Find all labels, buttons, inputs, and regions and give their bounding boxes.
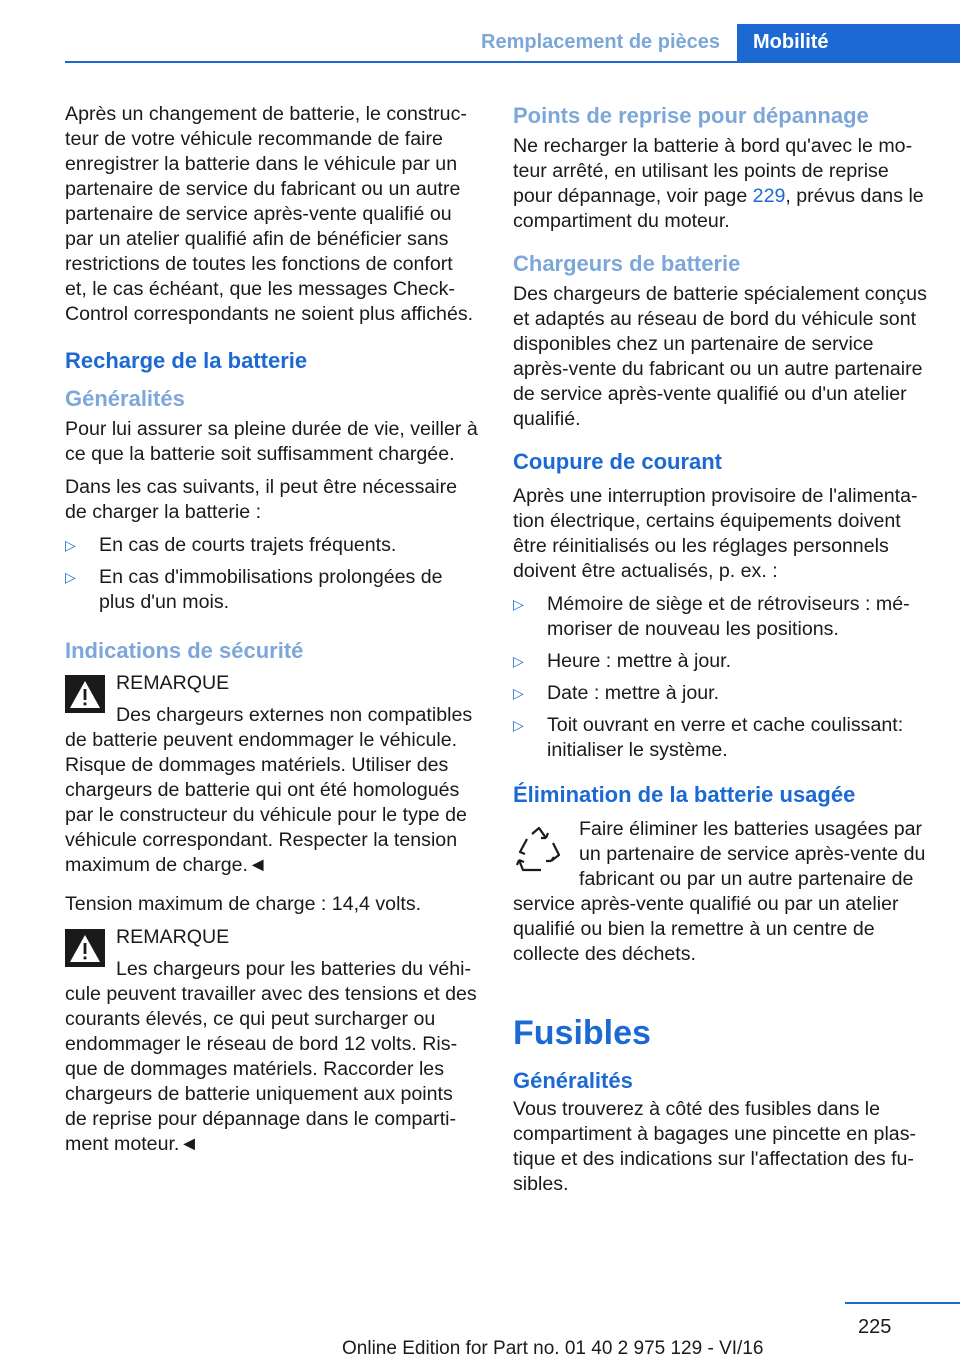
right-column: [513, 102, 931, 1205]
list-item: ▷ Date : mettre à jour.: [513, 682, 720, 704]
left-column: [65, 102, 478, 1165]
triangle-right-icon: ▷: [513, 717, 524, 733]
warning-note-2-label: REMARQUE: [116, 926, 230, 948]
warning-triangle-icon: [65, 675, 105, 713]
warning-note-1: [65, 671, 478, 878]
general-heading: Généralités: [65, 386, 185, 411]
power-cut-bullet-list: [513, 592, 931, 763]
fuses-general-heading: Généralités: [513, 1068, 633, 1093]
battery-registration-paragraph: Après un changement de batterie, le constructeur de votre véhicule recommande de faire enregistrer la batterie dans le véhicule par un partenaire de service du fabricant ou un autre partenaire de service après-vente qualifié ou par un atelier qualifié afin de bénéficier sans restrictions de toutes les fonctions de confort et, le cas échéant, que les messages Check-Control correspondants ne soient plus affichés.: [65, 103, 474, 325]
triangle-right-icon: ▷: [513, 685, 524, 701]
list-item: ▷ Toit ouvrant en verre et cache coulissant: initialiser le système.: [513, 714, 904, 761]
header-rule: [65, 61, 960, 63]
page-number-rule: [845, 1302, 960, 1304]
general-paragraph-1: Pour lui assurer sa pleine durée de vie, veiller à ce que la batterie soit suffisamment chargée.: [65, 418, 478, 465]
page-number: 225: [858, 1316, 892, 1338]
power-cut-paragraph: Après une interruption provisoire de l'alimentation électrique, certains équipements doivent être réinitialisés ou les réglages personnels doivent être actualisés, p. ex. :: [513, 485, 918, 582]
warning-triangle-icon: [65, 929, 105, 967]
recycle-icon: [513, 825, 565, 877]
fuses-paragraph: Vous trouverez à côté des fusibles dans le compartiment à bagages une pincette en plastique et des indications sur l'affectation des fusibles.: [513, 1098, 917, 1195]
triangle-right-icon: ▷: [513, 653, 524, 669]
warning-note-2: [65, 925, 478, 1157]
header-section-tab: Remplacement de pièces: [481, 31, 720, 53]
warning-note-1-label: REMARQUE: [116, 672, 230, 694]
recharge-heading: Recharge de la batterie: [65, 348, 308, 373]
general-bullet-list: [65, 533, 478, 615]
fuses-title: Fusibles: [513, 1014, 651, 1052]
jump-points-heading: Points de reprise pour dépannage: [513, 103, 869, 128]
safety-heading: Indications de sécurité: [65, 638, 304, 663]
disposal-text: Faire éliminer les batteries usagées par un partenaire de service après-vente du fabricant ou par un autre partenaire de service après-vente qualifié ou par un atelier qualifié ou bien la remettre à un centre de collecte des déchets.: [513, 818, 926, 965]
general-paragraph-2: Dans les cas suivants, il peut être nécessaire de charger la batterie :: [65, 476, 458, 523]
disposal-note: [513, 817, 931, 967]
page-link-229[interactable]: 229: [752, 185, 786, 207]
chargers-paragraph: Des chargeurs de batterie spécialement conçus et adaptés au réseau de bord du véhicule sont disponibles chez un partenaire de service après-vente du fabricant ou un autre partenaire de service après-vente qualifié ou d'un atelier qualifié.: [513, 283, 927, 430]
warning-note-1-text: Des chargeurs externes non compatibles de batterie peuvent endommager le véhicule. Risque de dommages matériels. Utiliser des chargeurs de batterie qui ont été homologués par le constructeur du véhicule pour le type de véhicule correspondant. Respecter la tension maximum de charge.◄: [65, 704, 473, 876]
list-item: ▷ En cas de courts trajets fréquents.: [65, 534, 397, 556]
footer-edition: Online Edition for Part no. 01 40 2 975 129 - VI/16: [342, 1338, 764, 1359]
chargers-heading: Chargeurs de batterie: [513, 251, 741, 276]
header-chapter-tab: Mobilité: [737, 24, 960, 61]
disposal-heading: Élimination de la batterie usagée: [513, 782, 856, 807]
max-voltage-text: Tension maximum de charge : 14,4 volts.: [65, 893, 422, 915]
triangle-right-icon: ▷: [513, 596, 524, 612]
list-item: ▷ En cas d'immobilisations prolongées de plus d'un mois.: [65, 566, 443, 613]
list-item: ▷ Mémoire de siège et de rétroviseurs : mémoriser de nouveau les positions.: [513, 593, 910, 640]
triangle-right-icon: ▷: [65, 569, 76, 585]
list-item: ▷ Heure : mettre à jour.: [513, 650, 732, 672]
triangle-right-icon: ▷: [65, 537, 76, 553]
power-cut-heading: Coupure de courant: [513, 449, 723, 474]
jump-points-paragraph: Ne recharger la batterie à bord qu'avec le moteur arrêté, en utilisant les points de reprise pour dépannage, voir page 229, prévus dans le compartiment du moteur.: [513, 135, 924, 232]
warning-note-2-text: Les chargeurs pour les batteries du véhicule peuvent travailler avec des tensions et des courants élevés, ce qui peut surcharger ou endommager le réseau de bord 12 volts. Risque de dommages matériels. Raccorder les chargeurs de batterie uniquement aux points de reprise pour dépannage dans le compartiment moteur.◄: [65, 958, 477, 1155]
